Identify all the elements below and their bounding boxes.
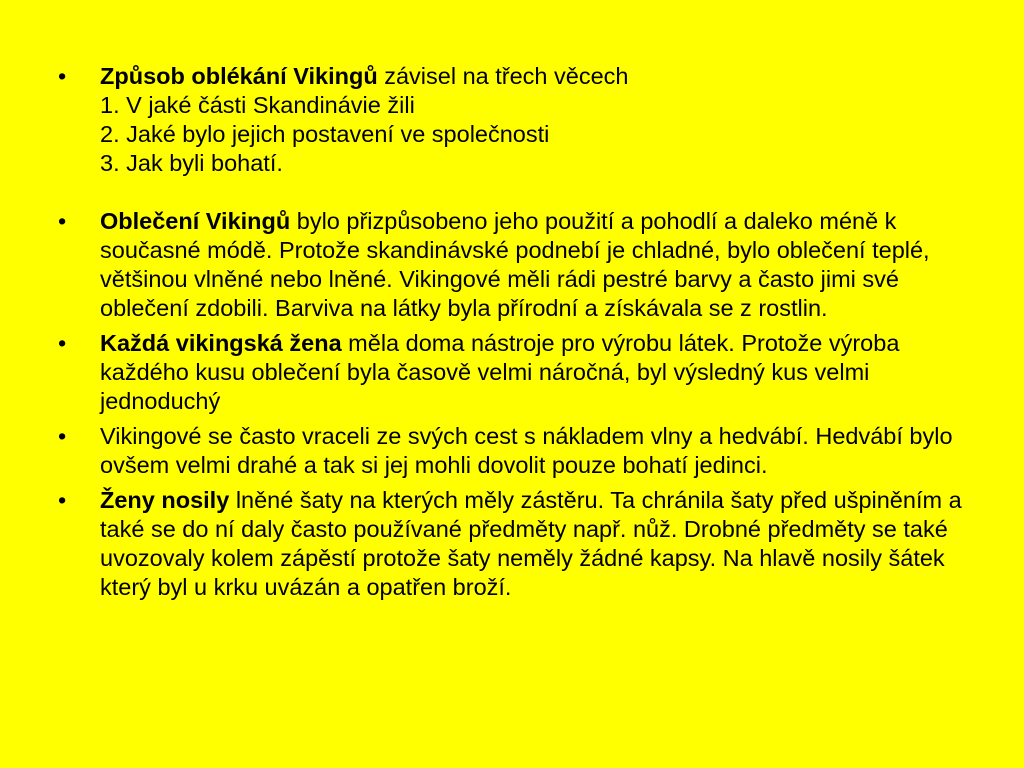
bullet-item-viking-woman: [58, 329, 978, 416]
bullet-list: [58, 62, 978, 602]
numbered-line: 2. Jaké bylo jejich postavení ve společnosti: [100, 121, 550, 147]
bullet-text: měla doma nástroje pro výrobu látek. Protože výroba každého kusu oblečení byla časově velmi náročná, byl výsledný kus velmi jednoduchý: [100, 330, 900, 414]
bold-lead: Způsob oblékání Vikingů: [100, 63, 378, 89]
bold-lead: Ženy nosily: [100, 487, 230, 513]
bullet-dot: •: [58, 208, 67, 234]
bullet-item-clothing-factors: [58, 62, 978, 178]
bullet-item-silk-trade: [58, 422, 978, 480]
bullet-text: Vikingové se často vraceli ze svých cest s nákladem vlny a hedvábí. Hedvábí bylo ovšem velmi drahé a tak si jej mohli dovolit pouze bohatí jedinci.: [100, 423, 953, 478]
bullet-dot: •: [58, 487, 67, 513]
bullet-dot: •: [58, 423, 67, 449]
bullet-text: lněné šaty na kterých měly zástěru. Ta chránila šaty před ušpiněním a také se do ní daly často používané předměty např. nůž. Drobné předměty se také uvozovaly kolem zápěstí protože šaty neměly žádné kapsy. Na hlavě nosily šátek který byl u krku uvázán a opatřen broží.: [100, 487, 962, 600]
bullet-text: závisel na třech věcech: [377, 63, 629, 89]
bold-lead: Oblečení Vikingů: [100, 208, 291, 234]
bullet-item-women-clothing: [58, 486, 978, 602]
bullet-text: bylo přizpůsobeno jeho použití a pohodlí a daleko méně k současné módě. Protože skandinávské podnebí je chladné, bylo oblečení teplé, většinou vlněné nebo lněné. Vikingové měli rádi pestré barvy a často jimi své oblečení zdobili. Barviva na látky byla přírodní a získávala se z rostlin.: [100, 208, 930, 321]
bullet-item-viking-clothing: [58, 207, 978, 323]
numbered-line: 3. Jak byli bohatí.: [100, 150, 283, 176]
bullet-first-line: [100, 62, 978, 91]
numbered-line: 1. V jaké části Skandinávie žili: [100, 92, 415, 118]
bold-lead: Každá vikingská žena: [100, 330, 342, 356]
bullet-dot: •: [58, 330, 67, 356]
bullet-dot: •: [58, 63, 67, 89]
